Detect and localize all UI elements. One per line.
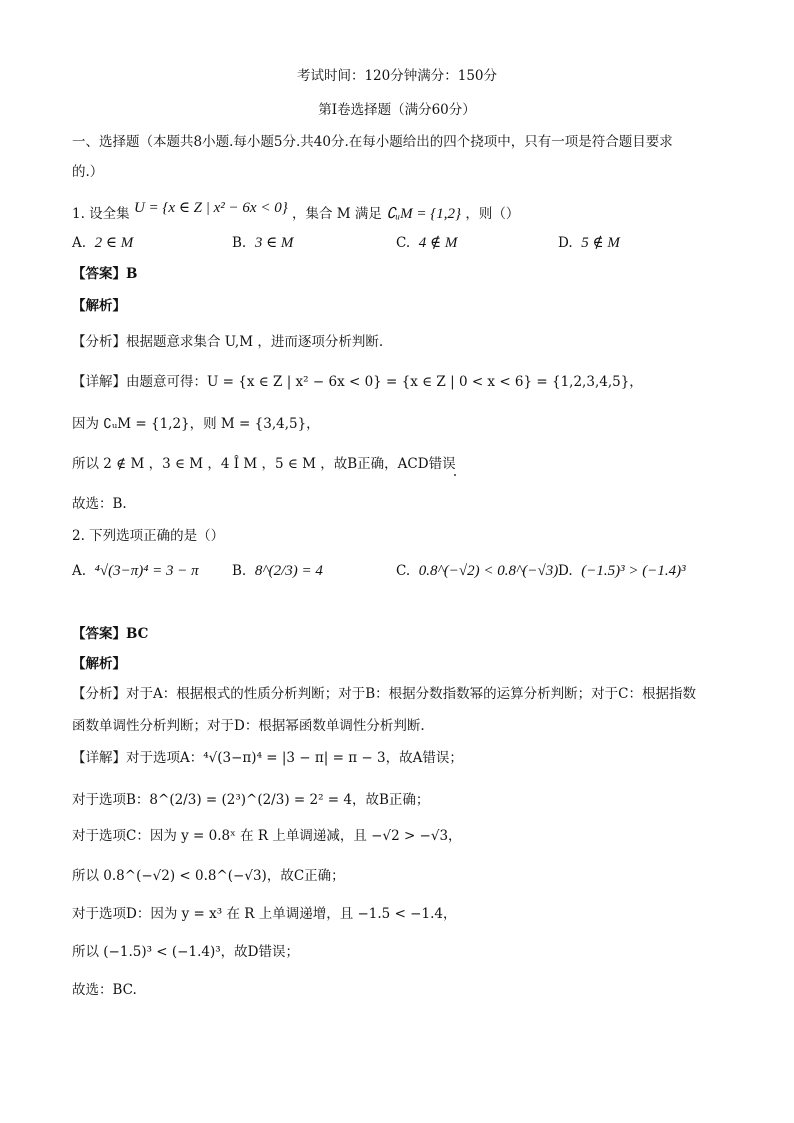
section-intro-line2: 的.） [72, 164, 104, 180]
q2-detail-b: 对于选项B：8^(2/3) = (2³)^(2/3) = 2² = 4，故B正确； [72, 792, 430, 808]
option-label: A. [72, 235, 87, 251]
q2-detail-d1: 对于选项D：因为 y = x³ 在 R 上单调递增，且 −1.5 < −1.4， [72, 906, 457, 922]
q2-detail-c1: 对于选项C：因为 y = 0.8ˣ 在 R 上单调递减，且 −√2 > −√3， [72, 828, 462, 844]
option-math: 3 ∈ M [254, 235, 294, 251]
q1-answer: 【答案】B [72, 266, 138, 282]
q2-detail-a: 【详解】对于选项A：⁴√(3−π)⁴ = |3 − π| = π − 3，故A错误； [72, 750, 463, 766]
q2-analysis-title: 【解析】 [72, 656, 126, 672]
q2-analysis-line2: 函数单调性分析判断；对于D：根据幂函数单调性分析判断. [72, 718, 425, 734]
q1-option-b [232, 232, 293, 254]
option-math: 5 ∉ M [581, 235, 620, 251]
q1-option-d [558, 232, 620, 254]
q2-option-a [72, 560, 199, 582]
q1-universal-set: U = {x ∈ Z | x² − 6x < 0} [133, 200, 288, 216]
section-title: 第Ⅰ卷选择题（满分60分） [318, 102, 476, 118]
option-math: 4 ∉ M [418, 235, 458, 251]
option-math: 0.8^(−√2) < 0.8^(−√3) [418, 563, 559, 579]
q2-option-b [232, 560, 323, 582]
q2-detail-c2: 所以 0.8^(−√2) < 0.8^(−√3)，故C正确； [72, 868, 345, 884]
q2-choose: 故选：BC. [72, 982, 137, 998]
q1-option-c [396, 232, 457, 254]
q1-option-a [72, 232, 133, 254]
q1-stem [72, 200, 520, 224]
stray-dot [454, 474, 456, 476]
q2-detail-d2: 所以 (−1.5)³ < (−1.4)³，故D错误； [72, 944, 299, 960]
q2-answer: 【答案】BC [72, 626, 149, 642]
q1-detail-2: 因为 ∁ᵤM = {1,2}，则 M = {3,4,5}， [72, 416, 320, 432]
option-label: B. [232, 235, 247, 251]
exam-time-line: 考试时间：120分钟满分：150分 [296, 68, 498, 84]
q1-detail-3: 所以 2 ∉ M ，3 ∈ M ，4 Î M ，5 ∈ M ，故B正确，ACD错误 [72, 456, 456, 472]
option-math: 2 ∈ M [94, 235, 134, 251]
q1-complement: ∁ᵤM = {1,2} [386, 206, 462, 222]
option-math: ⁴√(3−π)⁴ = 3 − π [94, 563, 199, 579]
section-intro-line1: 一、选择题（本题共8小题.每小题5分.共40分.在每小题给出的四个挠项中，只有一项是符合题目要求 [72, 134, 673, 150]
option-label: D. [558, 563, 573, 579]
option-math: (−1.5)³ > (−1.4)³ [581, 563, 686, 579]
q2-analysis-line1-visible: 【分析】对于A：根据根式的性质分析判断；对于B：根据分数指数幂的运算分析判断；对于C：根据指数 [72, 686, 696, 702]
option-label: C. [396, 563, 411, 579]
q2-option-d [558, 560, 686, 582]
q1-stem-prefix: 1. 设全集 [72, 206, 130, 222]
q1-choose: 故选：B. [72, 496, 127, 512]
option-label: D. [558, 235, 573, 251]
option-label: C. [396, 235, 411, 251]
q1-analysis-title: 【解析】 [72, 298, 126, 314]
q1-detail-1: 【详解】由题意可得：U = {x ∈ Z | x² − 6x < 0} = {x ∈ Z | 0 < x < 6} = {1,2,3,4,5}， [72, 374, 643, 390]
q1-analysis: 【分析】根据题意求集合 U,M ，进而逐项分析判断. [72, 334, 384, 350]
option-label: A. [72, 563, 87, 579]
q2-option-c [396, 560, 558, 582]
option-label: B. [232, 563, 247, 579]
option-math: 8^(2/3) = 4 [254, 563, 323, 579]
q2-stem: 2. 下列选项正确的是（） [72, 528, 225, 544]
q1-stem-end: ，则（） [465, 206, 520, 222]
q1-stem-mid: ，集合 M 满足 [292, 206, 382, 222]
